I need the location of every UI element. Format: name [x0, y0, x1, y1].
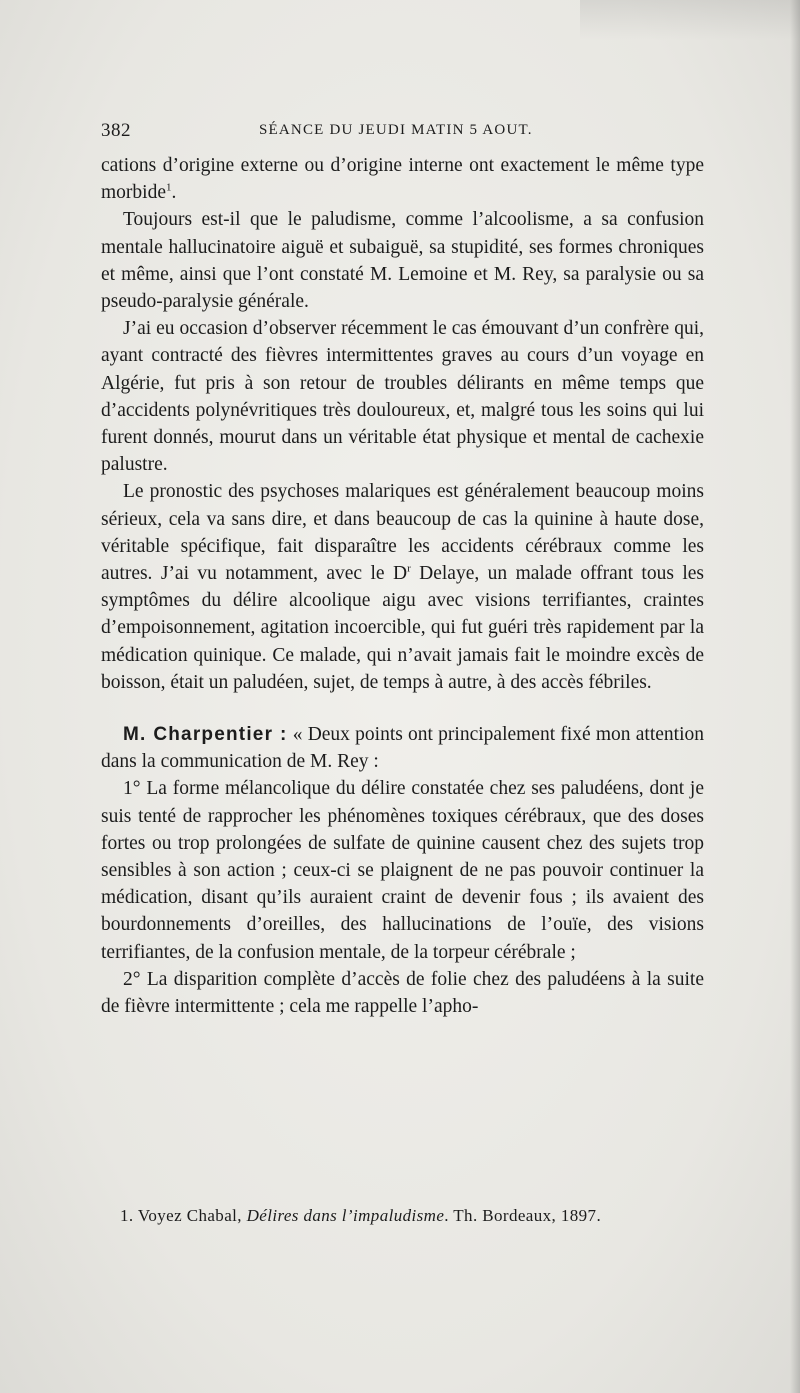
footnote-ref: 1 — [165, 181, 172, 194]
paragraph-6: 1° La forme mélancolique du délire constatée chez ses paludéens, dont je suis tenté de rapprocher les phénomènes toxiques cérébraux, que des doses fortes ou trop prolongées de sulfate de quinine causent chez des sujets trop sensibles à son action ; ceux-ci se plaignent de ne pas pouvoir continuer la médication, disant qu’ils auraient craint de devenir fous ; ils avaient des bourdonnements d’oreilles, des hallucinations de l’ouïe, des visions terrifiantes, de la confusion mentale, de la torpeur cérébrale ; — [101, 778, 704, 963]
paragraph-4-text-a: Le pronostic des psychoses malariques est généralement beaucoup moins sérieux, cela va sans dire, et dans beaucoup de cas la quinine à haute dose, véritable spécifique, fait disparaître les accidents cérébraux comme les autres. J’ai vu notamment, avec le D — [101, 481, 704, 585]
paragraph-2: Toujours est-il que le paludisme, comme l’alcoolisme, a sa confusion mentale hallucinatoire aiguë et subaiguë, sa stupidité, ses formes chroniques et même, ainsi que l’ont constaté M. Lemoine et M. Rey, sa paralysie ou sa pseudo-paralysie générale. — [101, 209, 704, 313]
footnote-label: 1. Voyez Chabal, — [120, 1206, 247, 1225]
page-number: 382 — [101, 120, 131, 141]
footnote-title: Délires dans l’impaludisme — [246, 1206, 445, 1225]
paragraph-4 — [101, 478, 704, 696]
body-text — [101, 152, 704, 1020]
paragraph-7: 2° La disparition complète d’accès de folie chez des paludéens à la suite de fièvre intermittente ; cela me rappelle l’apho- — [101, 968, 704, 1018]
section-gap — [101, 696, 704, 721]
running-head: SÉANCE DU JEUDI MATIN 5 AOUT. — [259, 122, 533, 138]
footnote — [120, 1206, 720, 1226]
paragraph-3: J’ai eu occasion d’observer récemment le cas émouvant d’un confrère qui, ayant contracté des fièvres intermittentes graves au cours d’un voyage en Algérie, fut pris à son retour de troubles délirants en même temps que d’accidents polynévritiques très douloureux, et, malgré tous les soins qui lui furent donnés, mourut dans un véritable état physique et mental de cachexie palustre. — [101, 318, 704, 476]
page-shadow-right — [790, 0, 800, 1393]
doctor-abbrev-sup: r — [407, 562, 411, 575]
footnote-rest: . Th. Bordeaux, 1897. — [444, 1206, 602, 1225]
page-header — [101, 120, 704, 146]
paragraph-5-text: « Deux points ont principalement fixé mon attention dans la communication de M. Rey : — [101, 724, 704, 773]
paragraph-5 — [101, 721, 704, 775]
paragraph-1-end: . — [171, 182, 177, 204]
paragraph-1-text: cations d’origine externe ou d’origine interne ont exactement le même type morbide — [101, 155, 704, 204]
paragraph-1 — [101, 152, 704, 206]
paragraph-4-text-b: Delaye, un malade offrant tous les symptômes du délire alcoolique aigu avec visions terrifiantes, craintes d’empoisonnement, agitation incoercible, qui fut guéri très rapidement par la médication quinique. Ce malade, qui n’avait jamais fait le moindre excès de boisson, était un paludéen, sujet, de temps à autre, à des accès fébriles. — [101, 563, 704, 693]
speaker-name: M. Charpentier : — [123, 724, 288, 746]
page-shadow-top — [580, 0, 800, 40]
